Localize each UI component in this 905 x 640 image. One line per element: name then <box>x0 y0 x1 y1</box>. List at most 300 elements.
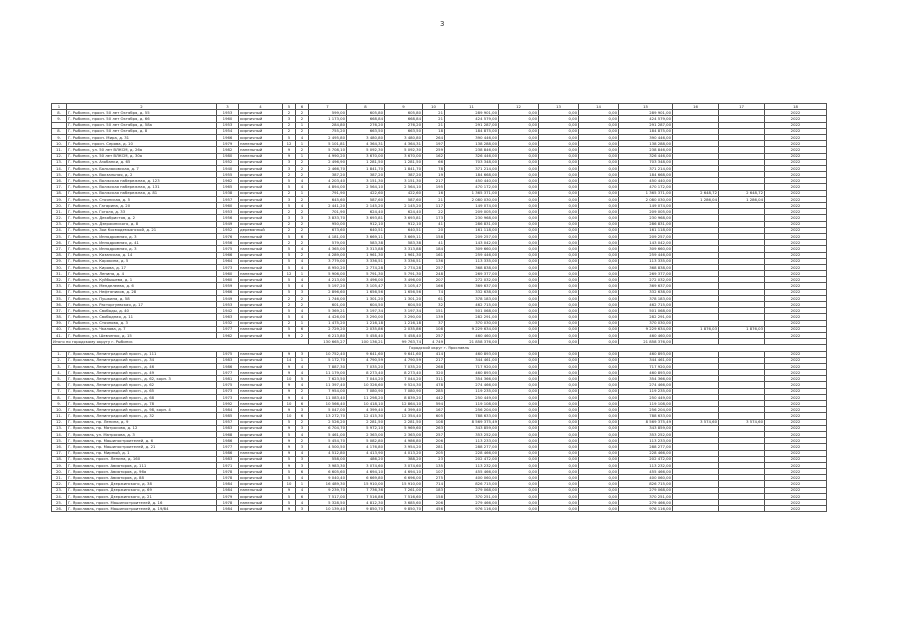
table-cell: 7 736,36 <box>347 487 385 493</box>
table-cell: 2022 <box>765 376 827 382</box>
table-cell: 2022 <box>765 302 827 308</box>
table-cell: 0,00 <box>579 487 619 493</box>
table-cell: 74 <box>423 289 445 295</box>
table-cell: 4 990,20 <box>309 153 347 159</box>
table-cell: 4 <box>296 203 309 209</box>
table-cell: 2 441,20 <box>309 203 347 209</box>
table-cell: 202 472,00 <box>445 456 499 462</box>
table-cell: 12 <box>283 271 296 277</box>
table-cell: 2022 <box>765 178 827 184</box>
table-cell: 0,00 <box>579 153 619 159</box>
table-cell: 455 466,00 <box>619 469 673 475</box>
table-cell: кирпичный <box>239 203 283 209</box>
table-cell: 0,00 <box>579 413 619 419</box>
table-cell: 3 574,60 <box>673 419 719 425</box>
table-cell: 390 446,00 <box>619 134 673 140</box>
table-cell: 0,00 <box>539 382 579 388</box>
table-cell: 66 <box>423 159 445 165</box>
table-cell: 0,00 <box>539 339 579 345</box>
table-cell: 1 286,04 <box>719 196 765 202</box>
table-cell: 0,00 <box>579 314 619 320</box>
table-cell: 9 524,30 <box>385 382 423 388</box>
table-cell: 0,00 <box>539 370 579 376</box>
table-cell: 6 605,60 <box>309 469 347 475</box>
table-cell: 8 950,20 <box>309 264 347 270</box>
table-cell: 414 <box>423 351 445 357</box>
table-cell: Г. Рыбинск, ул. Гагарина, д. 20 <box>67 203 217 209</box>
table-cell: 12 415,30 <box>347 413 385 419</box>
table-cell: 3 670,00 <box>385 153 423 159</box>
column-number: 8 <box>347 104 385 110</box>
table-cell: Г. Рыбинск, ул. Свободы, д. 40 <box>67 308 217 314</box>
table-cell: 0,00 <box>499 196 539 202</box>
table-cell: 4 <box>296 314 309 320</box>
table-cell: 0,00 <box>499 456 539 462</box>
table-cell: 2022 <box>765 320 827 326</box>
table-cell: панельный <box>239 141 283 147</box>
table-cell: 0,00 <box>499 320 539 326</box>
table-cell: кирпичный <box>239 221 283 227</box>
table-cell: 149 074,00 <box>445 203 499 209</box>
table-cell: 23. <box>52 487 67 493</box>
table-cell: 9. <box>52 134 67 140</box>
table-cell: 2 080 030,00 <box>445 196 499 202</box>
table-cell: 460 460,00 <box>619 332 673 338</box>
table-cell: 0,00 <box>579 419 619 425</box>
table-cell: 601,00 <box>309 302 347 308</box>
table-cell: 4 500,50 <box>309 444 347 450</box>
table-cell: 4 203,40 <box>309 178 347 184</box>
table-cell: 25. <box>52 233 67 239</box>
table-cell: панельный <box>239 271 283 277</box>
table-cell: 5 <box>283 246 296 252</box>
table-cell: 9 <box>283 388 296 394</box>
column-number: 15 <box>619 104 673 110</box>
table-cell: 599,00 <box>309 110 347 116</box>
table-cell: 12 <box>283 141 296 147</box>
table-cell: 1 841,70 <box>347 165 385 171</box>
table-cell: 912,10 <box>347 221 385 227</box>
table-cell: 344 461,00 <box>619 357 673 363</box>
table-cell: 470 172,00 <box>619 184 673 190</box>
table-cell: Г. Рыбинск, просп. 50 лет Октября, д. 55 <box>67 110 217 116</box>
table-cell: 274 466,00 <box>445 382 499 388</box>
table-cell: 594 <box>423 401 445 407</box>
table-cell: 279 068,00 <box>619 487 673 493</box>
table-cell: 470 172,00 <box>445 184 499 190</box>
table-cell: 15. <box>52 172 67 178</box>
table-cell: Г. Ярославль, просп. Дзержинского, д. 69 <box>67 487 217 493</box>
table-cell: 3 983,30 <box>309 462 347 468</box>
table-cell: 703 348,00 <box>445 159 499 165</box>
table-cell: 11 083,40 <box>309 394 347 400</box>
table-cell: 41 <box>423 221 445 227</box>
table-cell: 0,00 <box>499 363 539 369</box>
table-cell: 13 272,70 <box>309 413 347 419</box>
table-cell: Г. Рыбинск, ул. Ленина, д. 4 <box>67 271 217 277</box>
table-cell: Г. Рыбинск, ул. Пушкина, д. 58 <box>67 295 217 301</box>
table-cell: 4 986,80 <box>385 438 423 444</box>
table-cell: 19. <box>52 462 67 468</box>
table-cell: 3 105,47 <box>385 283 423 289</box>
table-cell: 0,00 <box>499 215 539 221</box>
table-cell: 3 480,80 <box>385 134 423 140</box>
table-cell: 2 <box>296 240 309 246</box>
table-cell: 1 475,20 <box>309 320 347 326</box>
table-cell: 5 092,30 <box>385 147 423 153</box>
table-cell: 0,00 <box>539 184 579 190</box>
table-cell: Г. Ярославль, Ленинградский просп., д. 78 <box>67 401 217 407</box>
table-cell: 2022 <box>765 271 827 277</box>
table-cell: 9 <box>283 462 296 468</box>
table-cell: 1 301,20 <box>347 295 385 301</box>
table-cell: 1 365 371,00 <box>619 190 673 196</box>
table-cell: 1975 <box>217 351 239 357</box>
table-cell: 2022 <box>765 295 827 301</box>
table-cell: 8. <box>52 394 67 400</box>
table-cell: Г. Ярославль, пр. Матросова, д. 12 <box>67 425 217 431</box>
table-cell: 3 <box>283 116 296 122</box>
table-cell: 663,50 <box>385 128 423 134</box>
table-cell: кирпичный <box>239 258 283 264</box>
table-cell: 2022 <box>765 475 827 481</box>
table-cell: 3 151,30 <box>385 178 423 184</box>
table-cell: Г. Ярославль, Ленинградский просп., д. 34 <box>67 357 217 363</box>
table-cell: 151 <box>423 308 445 314</box>
table-cell: 1992 <box>217 401 239 407</box>
table-cell: 0,00 <box>579 320 619 326</box>
table-cell: 2022 <box>765 469 827 475</box>
table-cell: Г. Ярославль, Ленинградский просп., д. 46 <box>67 363 217 369</box>
table-cell: 230 968,00 <box>445 215 499 221</box>
table-cell: 0,00 <box>539 450 579 456</box>
table-cell: 0,00 <box>539 271 579 277</box>
table-cell: 2022 <box>765 351 827 357</box>
table-cell: 579,00 <box>309 240 347 246</box>
table-cell: 1 876,03 <box>719 326 765 332</box>
table-cell: 138 288,00 <box>619 141 673 147</box>
table-cell: 5 047,00 <box>309 407 347 413</box>
table-cell: 0,00 <box>499 308 539 314</box>
table-cell: 0,00 <box>499 110 539 116</box>
table-cell: 326 446,00 <box>445 153 499 159</box>
table-cell: 2022 <box>765 153 827 159</box>
table-cell: 0,00 <box>539 252 579 258</box>
table-cell: кирпичный <box>239 283 283 289</box>
table-cell: панельный <box>239 413 283 419</box>
table-cell: 10. <box>52 141 67 147</box>
table-cell: 0,00 <box>579 203 619 209</box>
table-cell: 0,00 <box>499 116 539 122</box>
table-cell: 4 399,40 <box>385 407 423 413</box>
table-cell: 3 685,60 <box>385 500 423 506</box>
table-cell: 2022 <box>765 419 827 425</box>
table-cell: 9 <box>283 438 296 444</box>
table-cell: 2 <box>296 110 309 116</box>
table-cell: 26. <box>52 240 67 246</box>
table-cell: Г. Рыбинск, ул. Стоянова, д. 3 <box>67 320 217 326</box>
table-cell: 0,00 <box>579 196 619 202</box>
table-cell: 259 446,00 <box>445 252 499 258</box>
table-cell: Г. Рыбинск, ул. Волжская набережная, д. 123 <box>67 178 217 184</box>
table-cell: 4 176,80 <box>347 444 385 450</box>
table-cell: Г. Рыбинск, ул. Зои Космодемьянской, д. 21 <box>67 227 217 233</box>
table-cell: 135 <box>423 462 445 468</box>
table-cell: Г. Рыбинск, ул. Гоголя, д. 33 <box>67 209 217 215</box>
table-cell: 0,00 <box>579 141 619 147</box>
table-cell: 37. <box>52 308 67 314</box>
table-cell: 0,00 <box>579 246 619 252</box>
table-cell: кирпичный <box>239 289 283 295</box>
table-cell: 15 910,00 <box>385 481 423 487</box>
table-cell: 0,00 <box>539 240 579 246</box>
table-cell: панельный <box>239 363 283 369</box>
table-cell: 9 <box>283 153 296 159</box>
table-cell: 282 291,00 <box>445 314 499 320</box>
table-cell: 0,00 <box>579 339 619 345</box>
table-cell: 3. <box>52 363 67 369</box>
table-cell: 2022 <box>765 165 827 171</box>
table-cell: 1977 <box>217 444 239 450</box>
table-cell: 4 289,00 <box>309 252 347 258</box>
table-cell: 0,00 <box>539 159 579 165</box>
table-cell: 22. <box>52 481 67 487</box>
column-number: 17 <box>719 104 765 110</box>
table-cell: 387,20 <box>309 172 347 178</box>
table-cell: 0,00 <box>499 295 539 301</box>
table-cell: 7 516,86 <box>347 493 385 499</box>
column-number: 18 <box>765 104 827 110</box>
table-cell: 16 <box>423 190 445 196</box>
table-cell: 1 281,50 <box>385 159 423 165</box>
table-cell: 2 564,10 <box>385 184 423 190</box>
table-cell: 0,00 <box>579 438 619 444</box>
table-cell: 501 068,00 <box>619 308 673 314</box>
table-cell: 1 <box>296 320 309 326</box>
table-cell: 284,80 <box>309 122 347 128</box>
table-cell: 3 693,81 <box>385 215 423 221</box>
table-cell: 370 030,00 <box>619 320 673 326</box>
table-cell: 0,00 <box>579 351 619 357</box>
table-cell: 0,00 <box>499 190 539 196</box>
table-cell: 1986 <box>217 450 239 456</box>
table-cell: 422,60 <box>347 190 385 196</box>
table-cell: 1 746,00 <box>309 295 347 301</box>
table-cell: 0,00 <box>579 425 619 431</box>
table-cell: 3 290,00 <box>385 314 423 320</box>
table-cell: 11 298,20 <box>347 394 385 400</box>
table-cell: 7 035,20 <box>347 363 385 369</box>
table-cell: 0,00 <box>539 419 579 425</box>
table-cell: 61 <box>423 295 445 301</box>
table-cell: 0,00 <box>579 184 619 190</box>
table-cell: 370 251,00 <box>445 493 499 499</box>
table-cell: 18. <box>52 456 67 462</box>
table-cell: 2 729,20 <box>309 326 347 332</box>
table-cell: 11. <box>52 413 67 419</box>
table-cell: 9 229 634,00 <box>619 326 673 332</box>
table-cell: 2 <box>283 110 296 116</box>
table-cell: 248 <box>423 271 445 277</box>
table-cell: 456 <box>423 506 445 512</box>
table-cell: 6 <box>296 469 309 475</box>
table-cell: 0,00 <box>539 227 579 233</box>
table-cell: 0,00 <box>499 394 539 400</box>
table-cell: кирпичный <box>239 159 283 165</box>
table-cell: 368 838,00 <box>445 264 499 270</box>
table-cell: 26. <box>52 506 67 512</box>
table-cell: 583,38 <box>385 240 423 246</box>
table-cell: 0,00 <box>539 116 579 122</box>
table-cell: 950,00 <box>309 221 347 227</box>
table-cell: Г. Ярославль, просп. Дзержинского, д. 38 <box>67 481 217 487</box>
table-cell: 1986 <box>217 363 239 369</box>
table-cell: 1979 <box>217 141 239 147</box>
table-cell: 0,00 <box>499 178 539 184</box>
table-cell: 2022 <box>765 134 827 140</box>
table-cell: 0,00 <box>539 203 579 209</box>
table-cell: кирпичный <box>239 302 283 308</box>
table-cell: 701,90 <box>309 209 347 215</box>
table-cell: 640,51 <box>347 227 385 233</box>
table-cell: 10 752,40 <box>309 351 347 357</box>
table-cell: 2 495,80 <box>309 134 347 140</box>
table-cell: 0,00 <box>539 462 579 468</box>
table-cell: 161 118,00 <box>619 227 673 233</box>
table-cell: 11 397,40 <box>309 382 347 388</box>
table-cell: 4 <box>296 283 309 289</box>
table-cell: 371 214,00 <box>445 165 499 171</box>
table-cell: 37 <box>423 320 445 326</box>
table-cell: 138 288,00 <box>445 141 499 147</box>
table-cell: 40. <box>52 326 67 332</box>
table-cell: 1 <box>296 122 309 128</box>
table-cell: кирпичный <box>239 357 283 363</box>
table-cell: кирпичный <box>239 240 283 246</box>
table-cell: панельный <box>239 153 283 159</box>
table-cell: 113 233,00 <box>445 438 499 444</box>
table-cell: 31. <box>52 271 67 277</box>
table-cell: 25. <box>52 500 67 506</box>
table-cell: 2 648,72 <box>673 190 719 196</box>
table-cell: 388,20 <box>385 456 423 462</box>
table-cell: 274 466,00 <box>619 382 673 388</box>
table-cell: 0,00 <box>579 363 619 369</box>
table-cell: 27. <box>52 246 67 252</box>
table-cell: 107 <box>423 469 445 475</box>
table-cell: 0,00 <box>579 456 619 462</box>
table-cell: 143 042,00 <box>445 240 499 246</box>
table-cell: 2 466,70 <box>309 165 347 171</box>
table-cell: 0,00 <box>499 240 539 246</box>
table-cell: 4 <box>296 363 309 369</box>
table-cell: 257 <box>423 264 445 270</box>
table-cell: Г. Рыбинск, просп. Мира, д. 31 <box>67 134 217 140</box>
table-cell: 39. <box>52 320 67 326</box>
table-cell: 371 214,00 <box>619 165 673 171</box>
table-cell: Г. Рыбинск, ул. Стоянская, д. 5 <box>67 196 217 202</box>
table-cell: 161 118,00 <box>445 227 499 233</box>
table-cell: 5 <box>283 277 296 283</box>
table-cell: 12. <box>52 153 67 159</box>
table-cell: 320 <box>423 370 445 376</box>
table-cell: 2 <box>283 122 296 128</box>
table-cell: 8 569 375,49 <box>619 419 673 425</box>
table-cell: 343 859,00 <box>445 425 499 431</box>
table-cell: 5 <box>283 283 296 289</box>
table-cell: 5 791,30 <box>347 271 385 277</box>
table-cell: 2 <box>283 128 296 134</box>
table-cell: 1977 <box>217 370 239 376</box>
table-cell: 4 <box>296 184 309 190</box>
table-cell: 230 968,00 <box>619 215 673 221</box>
table-cell: 0,00 <box>499 122 539 128</box>
table-cell: 0,00 <box>499 475 539 481</box>
table-cell: 279 466,00 <box>445 500 499 506</box>
table-cell <box>719 506 765 512</box>
table-cell: 0,00 <box>539 388 579 394</box>
table-cell: 2022 <box>765 388 827 394</box>
table-cell: 2022 <box>765 196 827 202</box>
column-number: 10 <box>423 104 445 110</box>
table-cell: Г. Рыбинск, ул. Нефтяников, д. 28 <box>67 289 217 295</box>
table-cell: кирпичный <box>239 122 283 128</box>
table-cell: 1 876,03 <box>673 326 719 332</box>
table-cell: Г. Рыбинск, ул. Ипподромная, д. 41 <box>67 240 217 246</box>
table-cell: 161 <box>423 252 445 258</box>
table-cell: Г. Рыбинск, ул. Ипподромная, д. 3 <box>67 233 217 239</box>
table-cell: 275 <box>423 475 445 481</box>
table-cell: 2022 <box>765 128 827 134</box>
table-cell: 4 365,00 <box>309 246 347 252</box>
table-cell: Г. Ярославль, пр. Машиностроителей, д. 6 <box>67 438 217 444</box>
table-cell: Г. Ярославль, Ленинградский просп., д. 62 <box>67 382 217 388</box>
table-cell: 370 251,00 <box>619 493 673 499</box>
table-cell: 2 281,50 <box>347 419 385 425</box>
table-cell: 10 <box>283 481 296 487</box>
table-cell: 1971 <box>217 462 239 468</box>
table-cell: 12 864,10 <box>385 401 423 407</box>
table-cell: 0,00 <box>539 147 579 153</box>
table-cell: 2022 <box>765 122 827 128</box>
table-cell: 663,50 <box>347 128 385 134</box>
table-cell: 717 920,00 <box>619 363 673 369</box>
table-cell: 21 <box>423 110 445 116</box>
table-cell: 2 <box>296 438 309 444</box>
table-cell: 2022 <box>765 110 827 116</box>
table-cell: Г. Рыбинск, ул. Шевченко, д. 15 <box>67 332 217 338</box>
table-cell: Г. Рыбинск, ул. Азобанки, д. 65 <box>67 159 217 165</box>
table-cell: 14. <box>52 165 67 171</box>
table-cell: 1979 <box>217 493 239 499</box>
table-cell: 8 839,20 <box>385 394 423 400</box>
table-cell: 0,00 <box>539 401 579 407</box>
table-cell: 0,00 <box>579 332 619 338</box>
table-cell: 0,00 <box>499 283 539 289</box>
table-cell: 450 440,00 <box>619 178 673 184</box>
table-cell: 1962 <box>217 178 239 184</box>
table-cell: 8 569 375,49 <box>445 419 499 425</box>
table-cell: 0,00 <box>539 363 579 369</box>
table-cell: 791,90 <box>309 190 347 196</box>
table-cell: 6 669,80 <box>347 475 385 481</box>
table-cell: 1 286,04 <box>673 196 719 202</box>
table-cell: 1984 <box>217 506 239 512</box>
table-cell: 460 893,00 <box>619 370 673 376</box>
table-cell: 369 637,00 <box>445 283 499 289</box>
table-cell: 5 <box>283 469 296 475</box>
table-cell: 1984 <box>217 481 239 487</box>
